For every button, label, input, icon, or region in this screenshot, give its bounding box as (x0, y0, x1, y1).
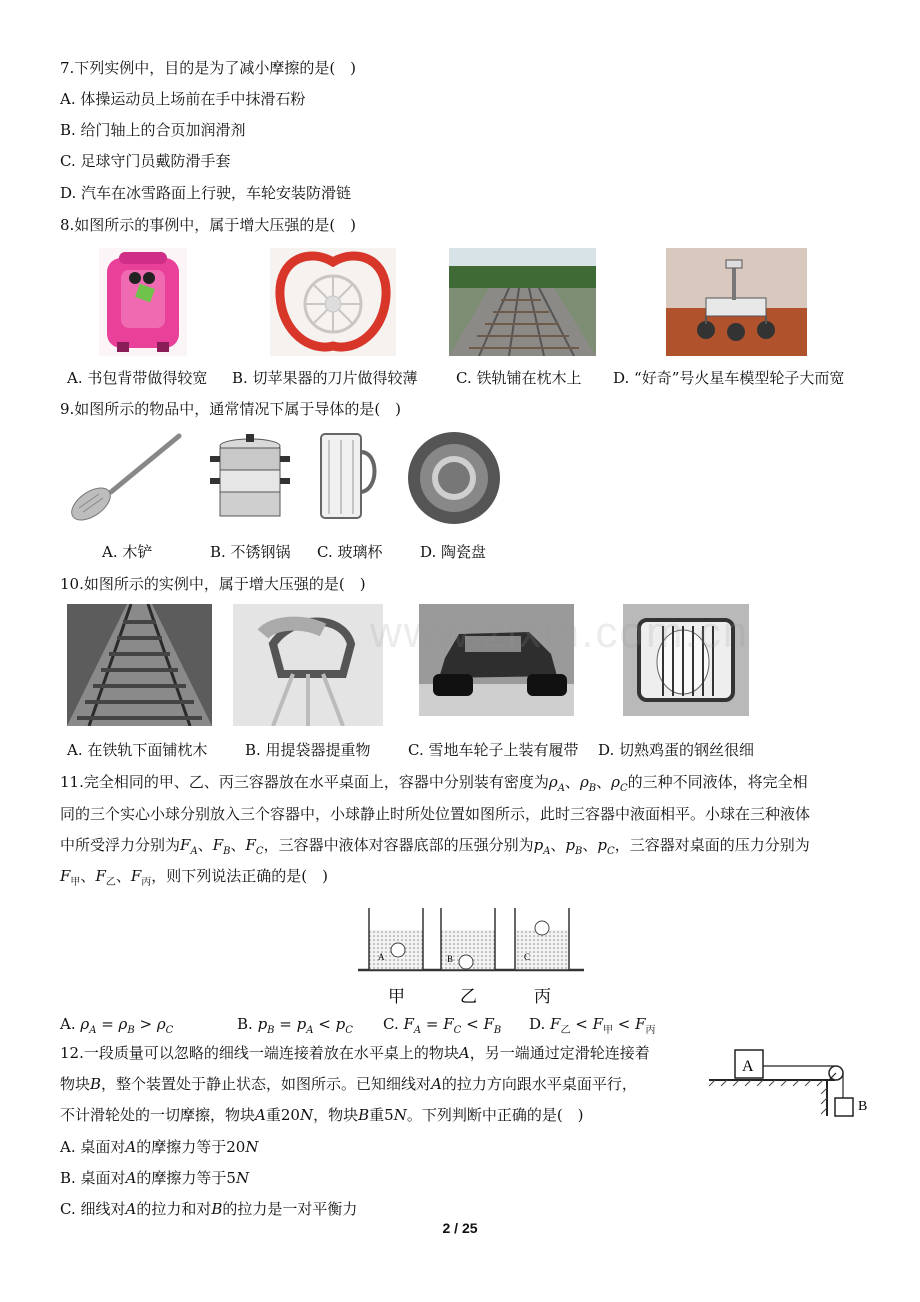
mars-rover-image (666, 248, 807, 356)
q7-option-c: C. 足球守门员戴防滑手套 (60, 152, 231, 170)
q12-option-c: C. 细线对A的拉力和对B的拉力是一对平衡力 (60, 1200, 358, 1218)
glass-cup-image (315, 430, 383, 522)
watermark: www.zixin.com.cn (370, 608, 750, 657)
container-label-yi: 乙 (460, 987, 477, 1007)
q11-option-a: A. $\rho_A = \rho_B > \rho_C$ (60, 1015, 174, 1036)
q11-line1: 11.完全相同的甲、乙、丙三容器放在水平桌面上，容器中分别装有密度为$\rho_A$、$\rho_B$、$\rho_C$的三种不同液体，将完全相 (60, 773, 808, 794)
q8-caption-d: D. “好奇”号火星车模型轮子大而宽 (613, 369, 845, 387)
railway-sleepers-image (67, 604, 212, 726)
q10-stem: 10.如图所示的实例中，属于增大压强的是( ) (60, 575, 366, 593)
q11-line2: 同的三个实心小球分别放入三个容器中，小球静止时所处位置如图所示，此时三容器中液面相平。小球在三种液体 (60, 805, 811, 823)
block-a-label: A (742, 1058, 754, 1075)
ceramic-plate-image (406, 430, 502, 526)
apple-cutter-image (270, 248, 396, 356)
ball-label-c: C (524, 952, 531, 962)
q10-caption-b: B. 用提袋器提重物 (245, 741, 371, 759)
q7-option-d: D. 汽车在冰雪路面上行驶，车轮安装防滑链 (60, 184, 352, 202)
pulley-figure (705, 1044, 885, 1124)
page-number: 2 / 25 (442, 1220, 478, 1236)
q9-stem: 9.如图所示的物品中，通常情况下属于导体的是( ) (60, 400, 402, 418)
q11-option-b: B. $p_B = p_A < p_C$ (237, 1015, 353, 1036)
q7-option-b: B. 给门轴上的合页加润滑剂 (60, 121, 246, 139)
container-label-bing: 丙 (534, 987, 551, 1007)
q8-caption-c: C. 铁轨铺在枕木上 (456, 369, 582, 387)
q9-caption-d: D. 陶瓷盘 (420, 543, 487, 561)
q9-caption-c: C. 玻璃杯 (317, 543, 383, 561)
q10-caption-a: A. 在铁轨下面铺枕木 (67, 741, 208, 759)
container-label-jia: 甲 (388, 987, 405, 1007)
q12-line3: 不计滑轮处的一切摩擦，物块A重20N，物块B重5N。下列判断中正确的是( ) (60, 1106, 584, 1124)
containers-figure (356, 902, 586, 1010)
wooden-spatula-image (67, 430, 185, 522)
q8-caption-b: B. 切苹果器的刀片做得较薄 (232, 369, 418, 387)
block-b-label: B (858, 1099, 868, 1114)
q12-option-a: A. 桌面对A的摩擦力等于20N (60, 1138, 259, 1156)
q12-line1: 12.一段质量可以忽略的细线一端连接着放在水平桌上的物块A，另一端通过定滑轮连接着 (60, 1044, 650, 1062)
q10-caption-c: C. 雪地车轮子上装有履带 (408, 741, 579, 759)
q11-option-d: D. $F_乙 < F_甲 < F_丙$ (529, 1015, 656, 1036)
q10-caption-d: D. 切熟鸡蛋的钢丝很细 (598, 741, 755, 759)
q11-line4: $F_甲$、$F_乙$、$F_丙$，则下列说法正确的是( ) (60, 867, 329, 888)
steel-pot-image (206, 430, 294, 522)
backpack-image (99, 248, 187, 356)
ball-label-a: A (378, 952, 385, 962)
q11-option-c: C. $F_A = F_C < F_B$ (383, 1015, 502, 1036)
ball-label-b: B (447, 954, 454, 964)
q7-stem: 7.下列实例中，目的是为了减小摩擦的是( ) (60, 59, 357, 77)
q12-line2: 物块B，整个装置处于静止状态，如图所示。已知细线对A的拉力方向跟水平桌面平行， (60, 1075, 637, 1093)
q8-caption-a: A. 书包背带做得较宽 (67, 369, 208, 387)
q12-option-b: B. 桌面对A的摩擦力等于5N (60, 1169, 250, 1187)
bag-carrier-image (233, 604, 383, 726)
q11-line3: 中所受浮力分别为$F_A$、$F_B$、$F_C$，三容器中液体对容器底部的压强分别为$p_A$、$p_B$、$p_C$，三容器对桌面的压力分别为 (60, 836, 810, 857)
q8-stem: 8.如图所示的事例中，属于增大压强的是( ) (60, 216, 357, 234)
q9-caption-b: B. 不锈钢锅 (210, 543, 291, 561)
railway-image (449, 248, 596, 356)
q7-option-a: A. 体操运动员上场前在手中抹滑石粉 (60, 90, 306, 108)
q9-caption-a: A. 木铲 (102, 543, 153, 561)
